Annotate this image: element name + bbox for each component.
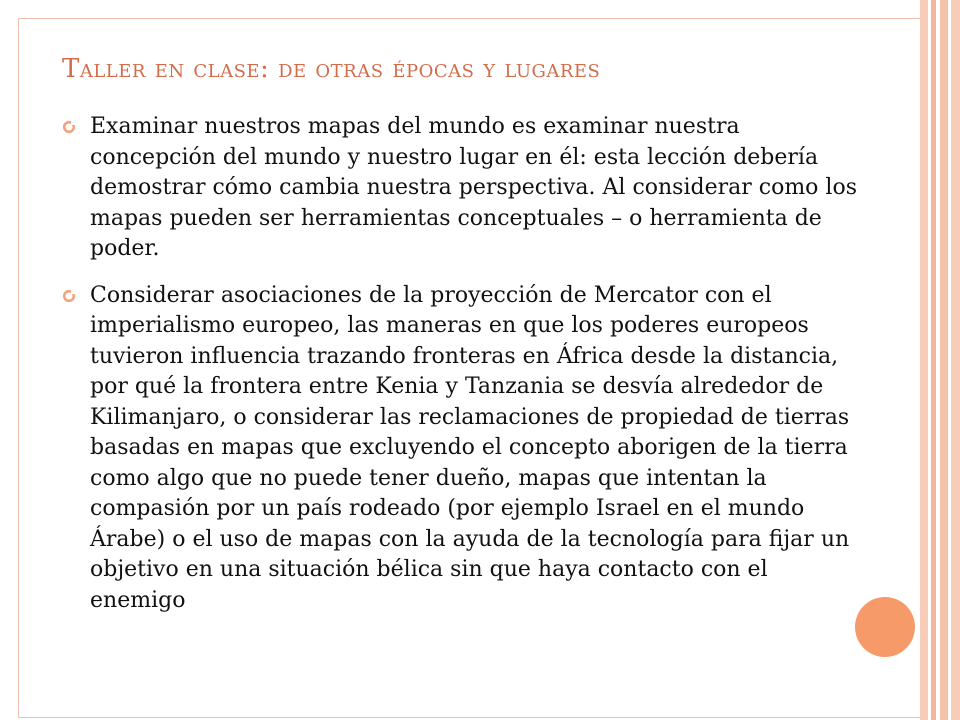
decor-stripe: [920, 0, 928, 720]
decor-stripe: [951, 0, 960, 720]
decor-circle: [855, 597, 915, 657]
bullet-item: [62, 281, 862, 617]
bullet-item: [62, 112, 862, 265]
bullet-list: [62, 112, 862, 632]
decor-stripe: [940, 0, 948, 720]
bullet-text: Considerar asociaciones de la proyección de Mercator con el imperialismo europeo, las maneras en que los poderes europeos tuvieron influencia trazando fronteras en África desde la distancia, por qué la frontera entre Kenia y Tanzania se desvía alrededor de Kilimanjaro, o considerar las reclamaciones de propiedad de tierras basadas en mapas que excluyendo el concepto aborigen de la tierra como algo que no puede tener dueño, mapas que intentan la compasión por un país rodeado (por ejemplo Israel en el mundo Árabe) o el uso de mapas con la ayuda de la tecnología para fijar un objetivo en una situación bélica sin que haya contacto con el enemigo: [90, 282, 850, 613]
open-circle-bullet-icon: [62, 120, 76, 134]
slide-title: Taller en clase: de otras épocas y lugares: [62, 54, 601, 84]
bullet-text: Examinar nuestros mapas del mundo es examinar nuestra concepción del mundo y nuestro lugar en él: esta lección debería demostrar cómo cambia nuestra perspectiva. Al considerar como los mapas pueden ser herramientas conceptuales – o herramienta de poder.: [90, 114, 857, 261]
open-circle-bullet-icon: [62, 289, 76, 303]
